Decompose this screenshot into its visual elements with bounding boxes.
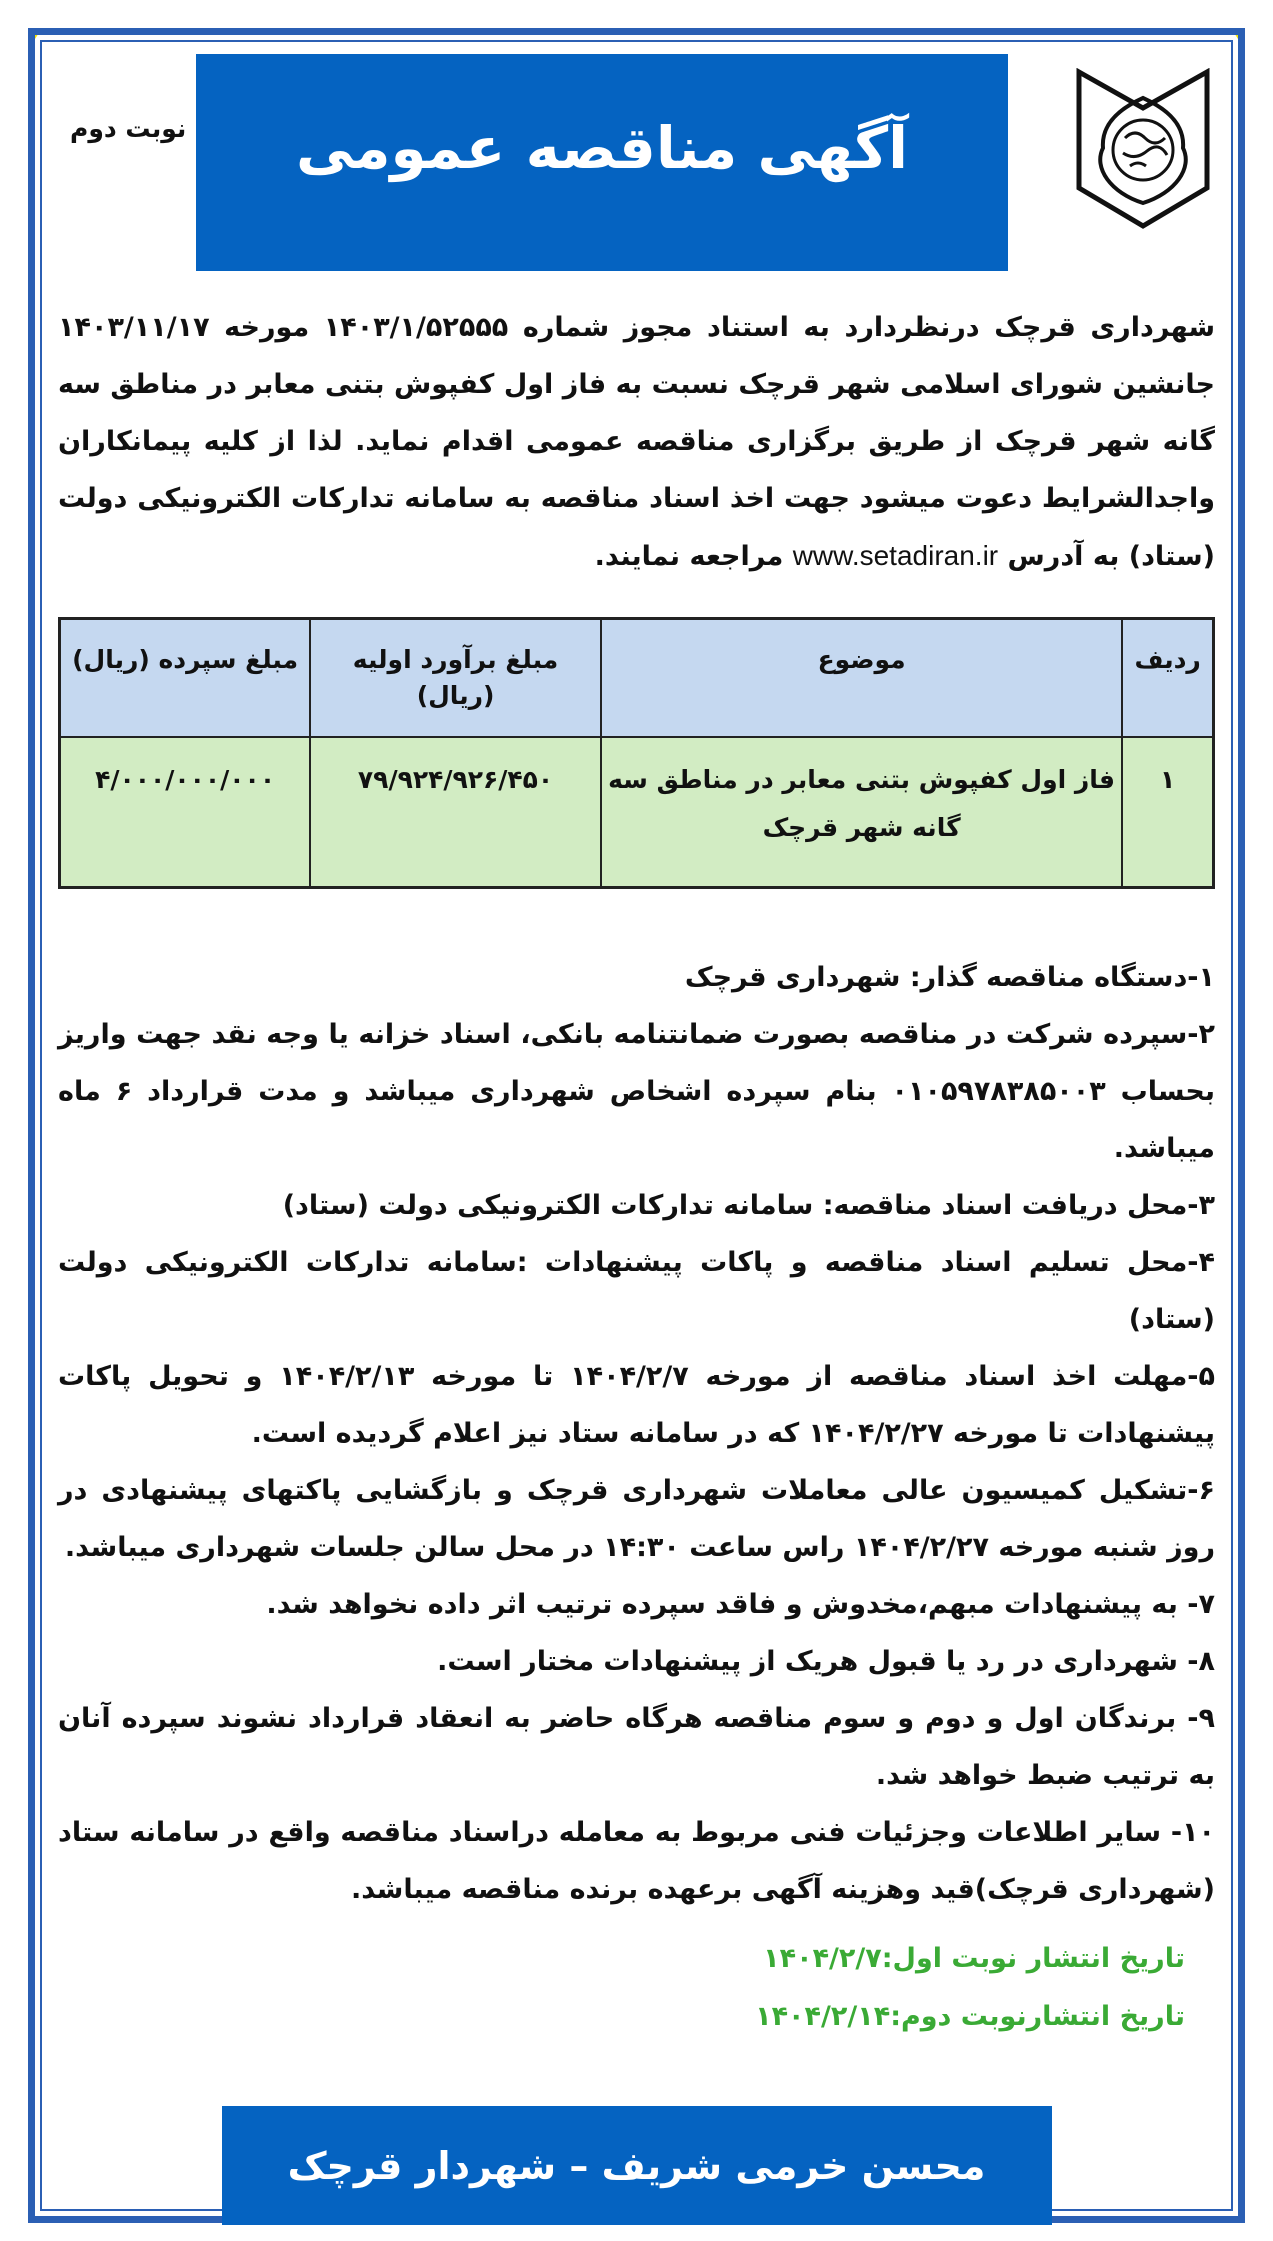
- page-frame: [28, 28, 1245, 2223]
- spacer: [58, 2046, 1215, 2106]
- cell-estimate: ۷۹/۹۲۴/۹۲۶/۴۵۰: [310, 737, 601, 888]
- signature-banner: [222, 2106, 1052, 2225]
- cell-deposit: ۴/۰۰۰/۰۰۰/۰۰۰: [60, 737, 311, 888]
- title-banner: [196, 54, 1008, 271]
- publication-dates: [58, 1930, 1215, 2046]
- cell-row-number: ۱: [1122, 737, 1213, 888]
- website-link[interactable]: www.setadiran.ir: [792, 540, 999, 571]
- intro-text: شهرداری قرچک درنظردارد به استناد مجوز شماره ۱۴۰۳/۱/۵۲۵۵۵ مورخه ۱۴۰۳/۱۱/۱۷ جانشین شورای اسلامی شهر قرچک نسبت به فاز اول کفپوش بتنی معابر در مناطق سه گانه شهر قرچک از طریق برگزاری مناقصه عمومی اقدام نماید. لذا از کلیه پیمانکاران واجدالشرایط دعوت میشود جهت اخذ اسناد مناقصه به سامانه تدارکات الکترونیکی دولت (ستاد) به آدرس: [58, 312, 1215, 572]
- list-item: ۶-تشکیل کمیسیون عالی معاملات شهرداری قرچک و بازگشایی پاکتهای پیشنهادی در روز شنبه مورخه ۱۴۰۴/۲/۲۷ راس ساعت ۱۴:۳۰ در محل سالن جلسات شهرداری میباشد.: [58, 1475, 1215, 1563]
- cell-subject: فاز اول کفپوش بتنی معابر در مناطق سه گانه شهر قرچک: [601, 737, 1122, 888]
- page-title: آگهی مناقصه عمومی: [295, 113, 909, 182]
- list-item: ۳-محل دریافت اسناد مناقصه: سامانه تدارکات الکترونیکی دولت (ستاد): [282, 1190, 1215, 1221]
- intro-paragraph: [58, 299, 1215, 585]
- publication-round: نوبت دوم: [70, 114, 187, 143]
- first-publication-date: تاریخ انتشار نوبت اول:۱۴۰۴/۲/۷: [763, 1943, 1185, 1974]
- conditions-list: [58, 949, 1215, 1918]
- header-estimate: مبلغ برآورد اولیه (ریال): [310, 619, 601, 738]
- header-row-number: ردیف: [1122, 619, 1213, 738]
- tender-table: [58, 617, 1215, 889]
- header-subject: موضوع: [601, 619, 1122, 738]
- list-item: ۸- شهرداری در رد یا قبول هریک از پیشنهادات مختار است.: [437, 1646, 1215, 1677]
- table-row: [60, 737, 1214, 888]
- list-item: ۹- برندگان اول و دوم و سوم مناقصه هرگاه حاضر به انعقاد قرارداد نشوند سپرده آنان به ترتیب ضبط خواهد شد.: [58, 1703, 1215, 1791]
- list-item: ۷- به پیشنهادات مبهم،مخدوش و فاقد سپرده ترتیب اثر داده نخواهد شد.: [266, 1589, 1215, 1620]
- intro-text-end: مراجعه نمایند.: [594, 541, 784, 572]
- list-item: ۱-دستگاه مناقصه گذار: شهرداری قرچک: [684, 962, 1215, 993]
- table-header-row: [60, 619, 1214, 738]
- signature: محسن خرمی شریف – شهردار قرچک: [287, 2143, 986, 2188]
- list-item: ۲-سپرده شرکت در مناقصه بصورت ضمانتنامه بانکی، اسناد خزانه یا وجه نقد جهت واریز بحساب ۰۱۰۵۹۷۸۳۸۵۰۰۳ بنام سپرده اشخاص شهرداری میباشد و مدت قرارداد ۶ ماه میباشد.: [58, 1019, 1215, 1164]
- second-publication-date: تاریخ انتشارنوبت دوم:۱۴۰۴/۲/۱۴: [755, 2001, 1185, 2032]
- list-item: ۱۰- سایر اطلاعات وجزئیات فنی مربوط به معامله دراسناد مناقصه واقع در سامانه ستاد (شهرداری قرچک)قید وهزینه آگهی برعهده برنده مناقصه میباشد.: [58, 1817, 1215, 1905]
- page-frame-inner: [40, 40, 1233, 2211]
- header-deposit: مبلغ سپرده (ریال): [60, 619, 311, 738]
- municipality-logo-icon: [1075, 68, 1211, 230]
- header: [58, 54, 1215, 279]
- list-item: ۴-محل تسلیم اسناد مناقصه و پاکات پیشنهادات :سامانه تدارکات الکترونیکی دولت (ستاد): [58, 1247, 1215, 1335]
- list-item: ۵-مهلت اخذ اسناد مناقصه از مورخه ۱۴۰۴/۲/۷ تا مورخه ۱۴۰۴/۲/۱۳ و تحویل پاکات پیشنهادات تا مورخه ۱۴۰۴/۲/۲۷ که در سامانه ستاد نیز اعلام گردیده است.: [58, 1361, 1215, 1449]
